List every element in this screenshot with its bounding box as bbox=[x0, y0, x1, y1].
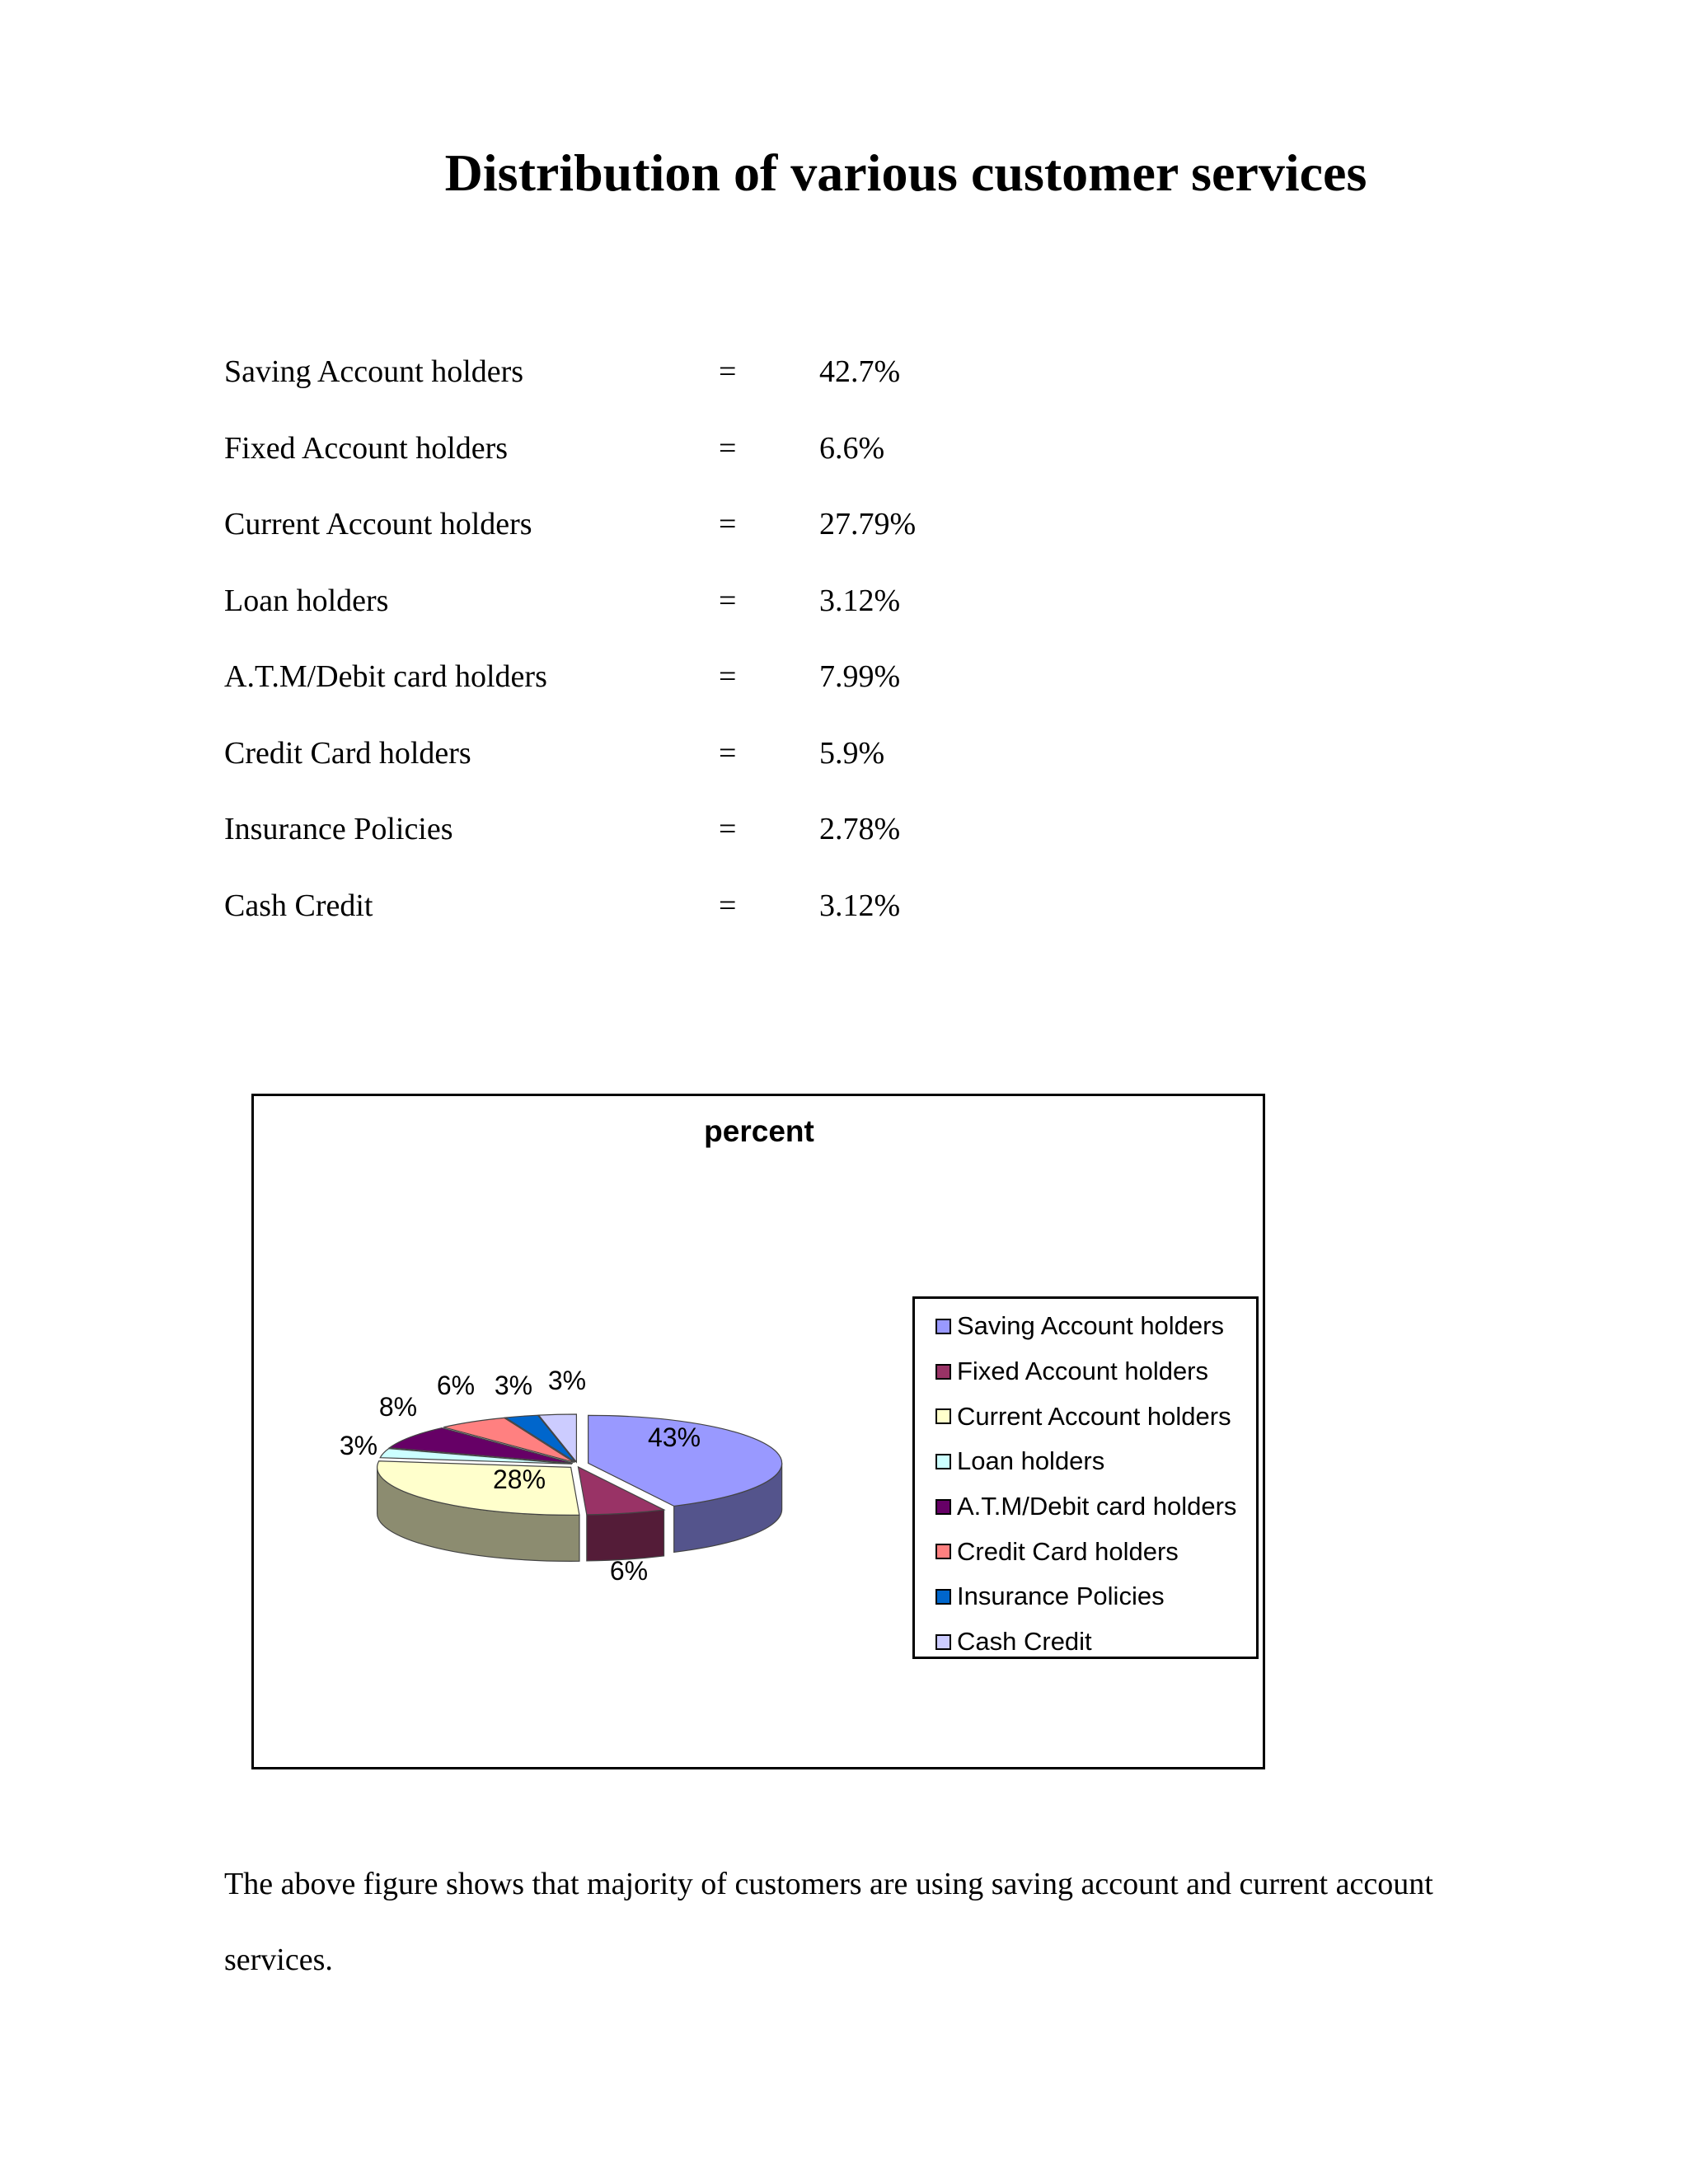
legend-label: A.T.M/Debit card holders bbox=[957, 1492, 1237, 1521]
stat-label: Cash Credit bbox=[224, 888, 373, 923]
legend-item bbox=[935, 1304, 1256, 1349]
pie-data-label: 6% bbox=[436, 1371, 476, 1400]
stat-value: 2.78% bbox=[819, 812, 901, 846]
stat-value: 7.99% bbox=[819, 659, 901, 694]
pie-data-label: 3% bbox=[494, 1371, 533, 1400]
pie-data-label: 3% bbox=[547, 1366, 587, 1395]
equals-sign: = bbox=[719, 430, 737, 466]
equals-sign: = bbox=[719, 888, 737, 923]
pie-data-label: 28% bbox=[492, 1465, 546, 1494]
legend-item bbox=[935, 1529, 1256, 1574]
stat-value: 6.6% bbox=[819, 430, 885, 466]
equals-sign: = bbox=[719, 583, 737, 618]
equals-sign: = bbox=[719, 659, 737, 694]
equals-sign: = bbox=[719, 735, 737, 771]
legend-item bbox=[935, 1574, 1256, 1619]
chart-title: percent bbox=[704, 1114, 814, 1148]
pie-data-label: 3% bbox=[339, 1431, 378, 1460]
legend-swatch bbox=[935, 1319, 951, 1334]
legend-swatch bbox=[935, 1589, 951, 1605]
legend-item bbox=[935, 1439, 1256, 1484]
stat-value: 5.9% bbox=[819, 735, 885, 771]
legend-label: Cash Credit bbox=[957, 1627, 1092, 1657]
legend-item bbox=[935, 1619, 1256, 1665]
legend-item bbox=[935, 1394, 1256, 1439]
legend-label: Insurance Policies bbox=[957, 1582, 1165, 1611]
legend-swatch bbox=[935, 1634, 951, 1650]
pie-data-label: 6% bbox=[609, 1556, 649, 1586]
legend-label: Current Account holders bbox=[957, 1401, 1231, 1431]
legend-label: Fixed Account holders bbox=[957, 1357, 1209, 1386]
legend-label: Loan holders bbox=[957, 1446, 1105, 1476]
legend-item bbox=[935, 1484, 1256, 1530]
stat-label: Loan holders bbox=[224, 583, 389, 618]
equals-sign: = bbox=[719, 354, 737, 389]
stat-value: 27.79% bbox=[819, 507, 917, 541]
chart-legend bbox=[912, 1296, 1259, 1659]
caption-paragraph: The above figure shows that majority of customers are using saving account and current account services. bbox=[224, 1867, 1433, 1977]
pie-slice-side bbox=[587, 1510, 664, 1561]
stat-label: A.T.M/Debit card holders bbox=[224, 659, 547, 694]
stat-label: Credit Card holders bbox=[224, 735, 471, 771]
legend-swatch bbox=[935, 1364, 951, 1380]
legend-label: Saving Account holders bbox=[957, 1311, 1224, 1341]
stat-value: 42.7% bbox=[819, 354, 901, 389]
stat-label: Current Account holders bbox=[224, 507, 532, 541]
legend-label: Credit Card holders bbox=[957, 1536, 1179, 1566]
pie-data-label: 8% bbox=[378, 1392, 418, 1422]
legend-swatch bbox=[935, 1454, 951, 1469]
equals-sign: = bbox=[719, 812, 737, 846]
legend-item bbox=[935, 1349, 1256, 1394]
stat-label: Saving Account holders bbox=[224, 354, 524, 389]
legend-swatch bbox=[935, 1408, 951, 1424]
stat-label: Fixed Account holders bbox=[224, 430, 509, 466]
equals-sign: = bbox=[719, 507, 737, 541]
legend-swatch bbox=[935, 1499, 951, 1515]
stat-value: 3.12% bbox=[819, 583, 901, 618]
pie-data-label: 43% bbox=[647, 1422, 701, 1452]
stat-label: Insurance Policies bbox=[224, 812, 453, 846]
page-title: Distribution of various customer services bbox=[444, 143, 1367, 202]
legend-swatch bbox=[935, 1544, 951, 1559]
stat-value: 3.12% bbox=[819, 888, 901, 923]
